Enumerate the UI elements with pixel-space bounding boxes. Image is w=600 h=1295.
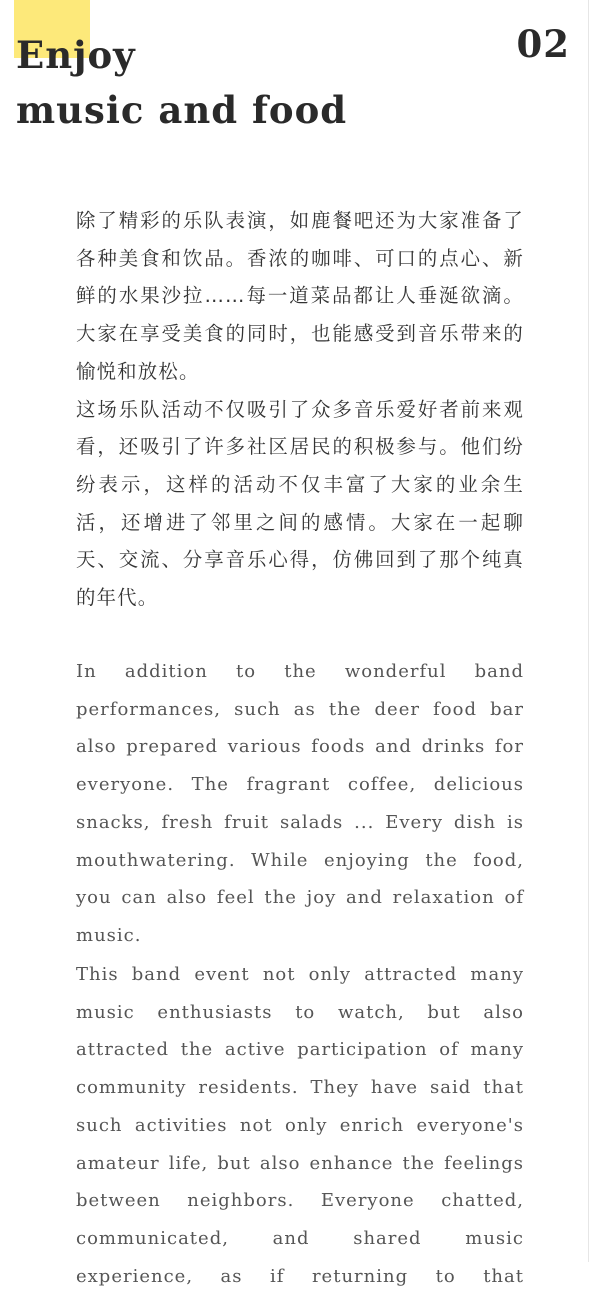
title-line-1: Enjoy <box>16 33 136 77</box>
english-paragraph: This band event not only attracted many music enthusiasts to watch, but also attracted the active participation of many community residents. They have said that such activities not only enrich everyone's amateur life, but also enhance the feelings between neighbors. Everyone chatted, communicated, and shared music experience, as if returning to that <box>76 964 524 1287</box>
title-line-2: music and food <box>16 88 348 132</box>
right-edge-divider <box>588 0 589 1262</box>
chinese-text-block <box>76 202 524 617</box>
english-paragraph: In addition to the wonderful band performances, such as the deer food bar also prepared various foods and drinks for everyone. The fragrant coffee, delicious snacks, fresh fruit salads ... Every dish is mouthwatering. While enjoying the food, you can also feel the joy and relaxation of music. <box>76 661 524 946</box>
chinese-paragraph: 除了精彩的乐队表演，如鹿餐吧还为大家准备了各种美食和饮品。香浓的咖啡、可口的点心、新鲜的水果沙拉……每一道菜品都让人垂涎欲滴。大家在享受美食的同时，也能感受到音乐带来的愉悦和放松。 <box>76 209 524 383</box>
english-paragraph-food <box>76 653 524 955</box>
chinese-paragraph: 这场乐队活动不仅吸引了众多音乐爱好者前来观看，还吸引了许多社区居民的积极参与。他们纷纷表示，这样的活动不仅丰富了大家的业余生活，还增进了邻里之间的感情。大家在一起聊天、交流、分享音乐心得，仿佛回到了那个纯真的年代。 <box>76 397 524 610</box>
english-paragraph-community <box>76 956 524 1295</box>
page-number: 02 <box>516 22 570 66</box>
page-title <box>16 28 347 138</box>
